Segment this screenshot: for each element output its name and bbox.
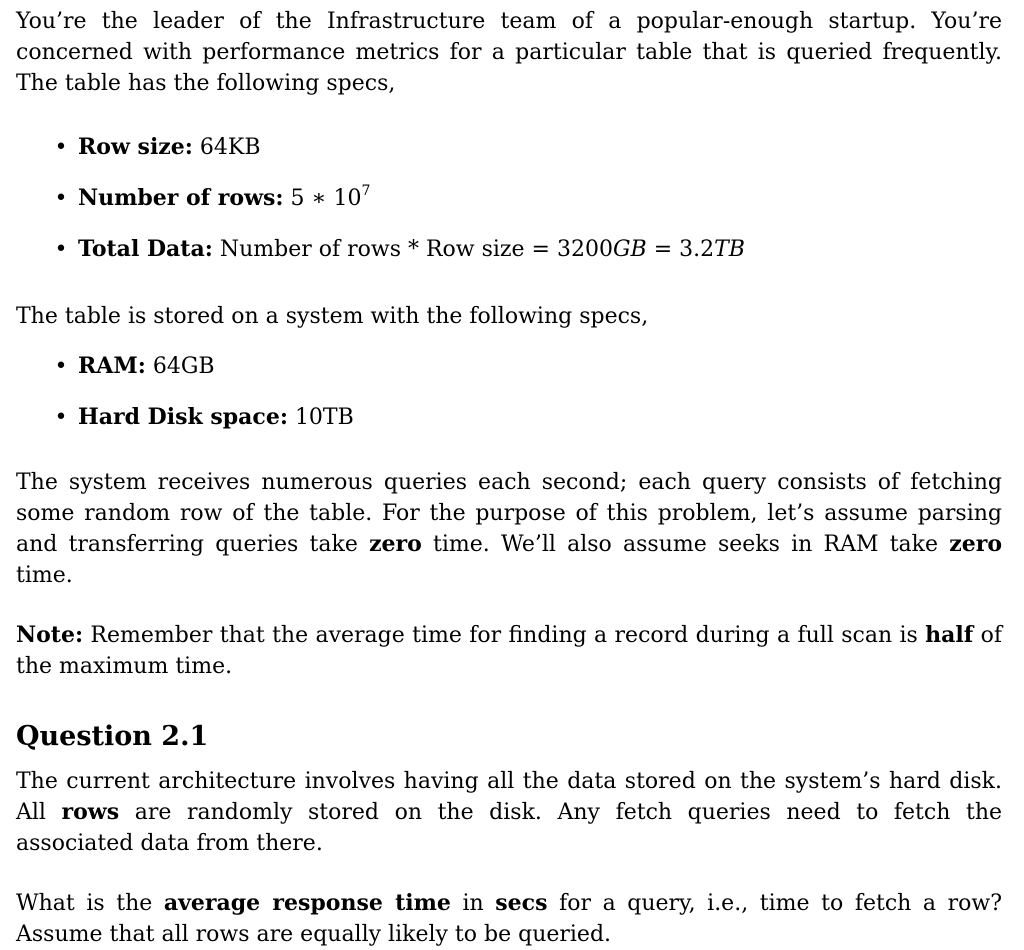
queries-paragraph — [16, 467, 1002, 591]
intro-paragraph: You’re the leader of the Infrastructure team of a popular-enough startup. You’re concerned with performance metrics for a particular table that is queried frequently. The table has the following specs, — [16, 9, 1002, 96]
paragraph-text: The current architecture involves having all the data stored on the system’s hard disk. All — [16, 769, 1002, 825]
note-label: Note: — [16, 622, 84, 648]
spec-unit: TB — [714, 237, 745, 262]
spec-value — [290, 183, 371, 211]
paragraph-text: What is the — [16, 891, 164, 916]
emphasis-secs: secs — [495, 890, 548, 916]
paragraph-text: time. — [16, 563, 73, 588]
emphasis-average-response-time: average response time — [163, 890, 451, 916]
spec-value-text: Number of rows * Row size = 3200 — [219, 237, 613, 262]
note-paragraph — [16, 620, 1002, 682]
paragraph-text: The system receives numerous queries each second; each query consists of fetching some random row of the table. For the purpose of this problem, let’s assume parsing and transferring queries take — [16, 470, 1002, 557]
paragraph-text: are randomly stored on the disk. Any fetch queries need to fetch the associated data from there. — [16, 800, 1003, 856]
list-item — [16, 132, 1002, 163]
spec-value — [220, 237, 745, 262]
bullet-icon: • — [54, 237, 68, 262]
table-specs-list — [16, 132, 1002, 265]
emphasis-rows: rows — [61, 799, 120, 825]
spec-value: 10TB — [294, 405, 354, 430]
spec-label: RAM: — [78, 353, 146, 379]
bullet-icon: • — [54, 405, 68, 430]
paragraph-text: of the maximum time. — [16, 623, 1002, 679]
spec-label: Row size: — [78, 134, 193, 160]
list-item — [16, 234, 1002, 265]
paragraph-text: time. We’ll also assume seeks in RAM take — [421, 532, 950, 557]
spec-label: Number of rows: — [78, 185, 284, 211]
paragraph-text: for a query, i.e., time to fetch a row? Assume that all rows are equally likely to be queried. — [16, 891, 1003, 947]
spec-label: Hard Disk space: — [78, 404, 288, 430]
emphasis-zero: zero — [369, 531, 422, 557]
spec-value-exponent: 7 — [361, 183, 371, 199]
architecture-paragraph — [16, 766, 1002, 859]
paragraph-text: Remember that the average time for finding a record during a full scan is — [83, 623, 926, 648]
list-item — [16, 183, 1002, 214]
question-title: Question 2.1 — [16, 721, 209, 752]
system-intro-paragraph: The table is stored on a system with the following specs, — [16, 304, 649, 329]
emphasis-zero: zero — [949, 531, 1002, 557]
bullet-icon: • — [54, 135, 68, 160]
paragraph-text: in — [450, 891, 496, 916]
spec-value: 64KB — [199, 135, 261, 160]
spec-value-base: 5 ∗ 10 — [290, 186, 362, 211]
spec-unit: GB — [612, 237, 647, 262]
emphasis-half: half — [925, 622, 974, 648]
question-paragraph — [16, 888, 1002, 950]
spec-value-text: = 3.2 — [646, 237, 715, 262]
bullet-icon: • — [54, 186, 68, 211]
spec-value: 64GB — [152, 354, 215, 379]
spec-label: Total Data: — [78, 236, 213, 262]
list-item — [16, 351, 1002, 382]
bullet-icon: • — [54, 354, 68, 379]
list-item — [16, 402, 1002, 433]
system-specs-list — [16, 351, 1002, 433]
